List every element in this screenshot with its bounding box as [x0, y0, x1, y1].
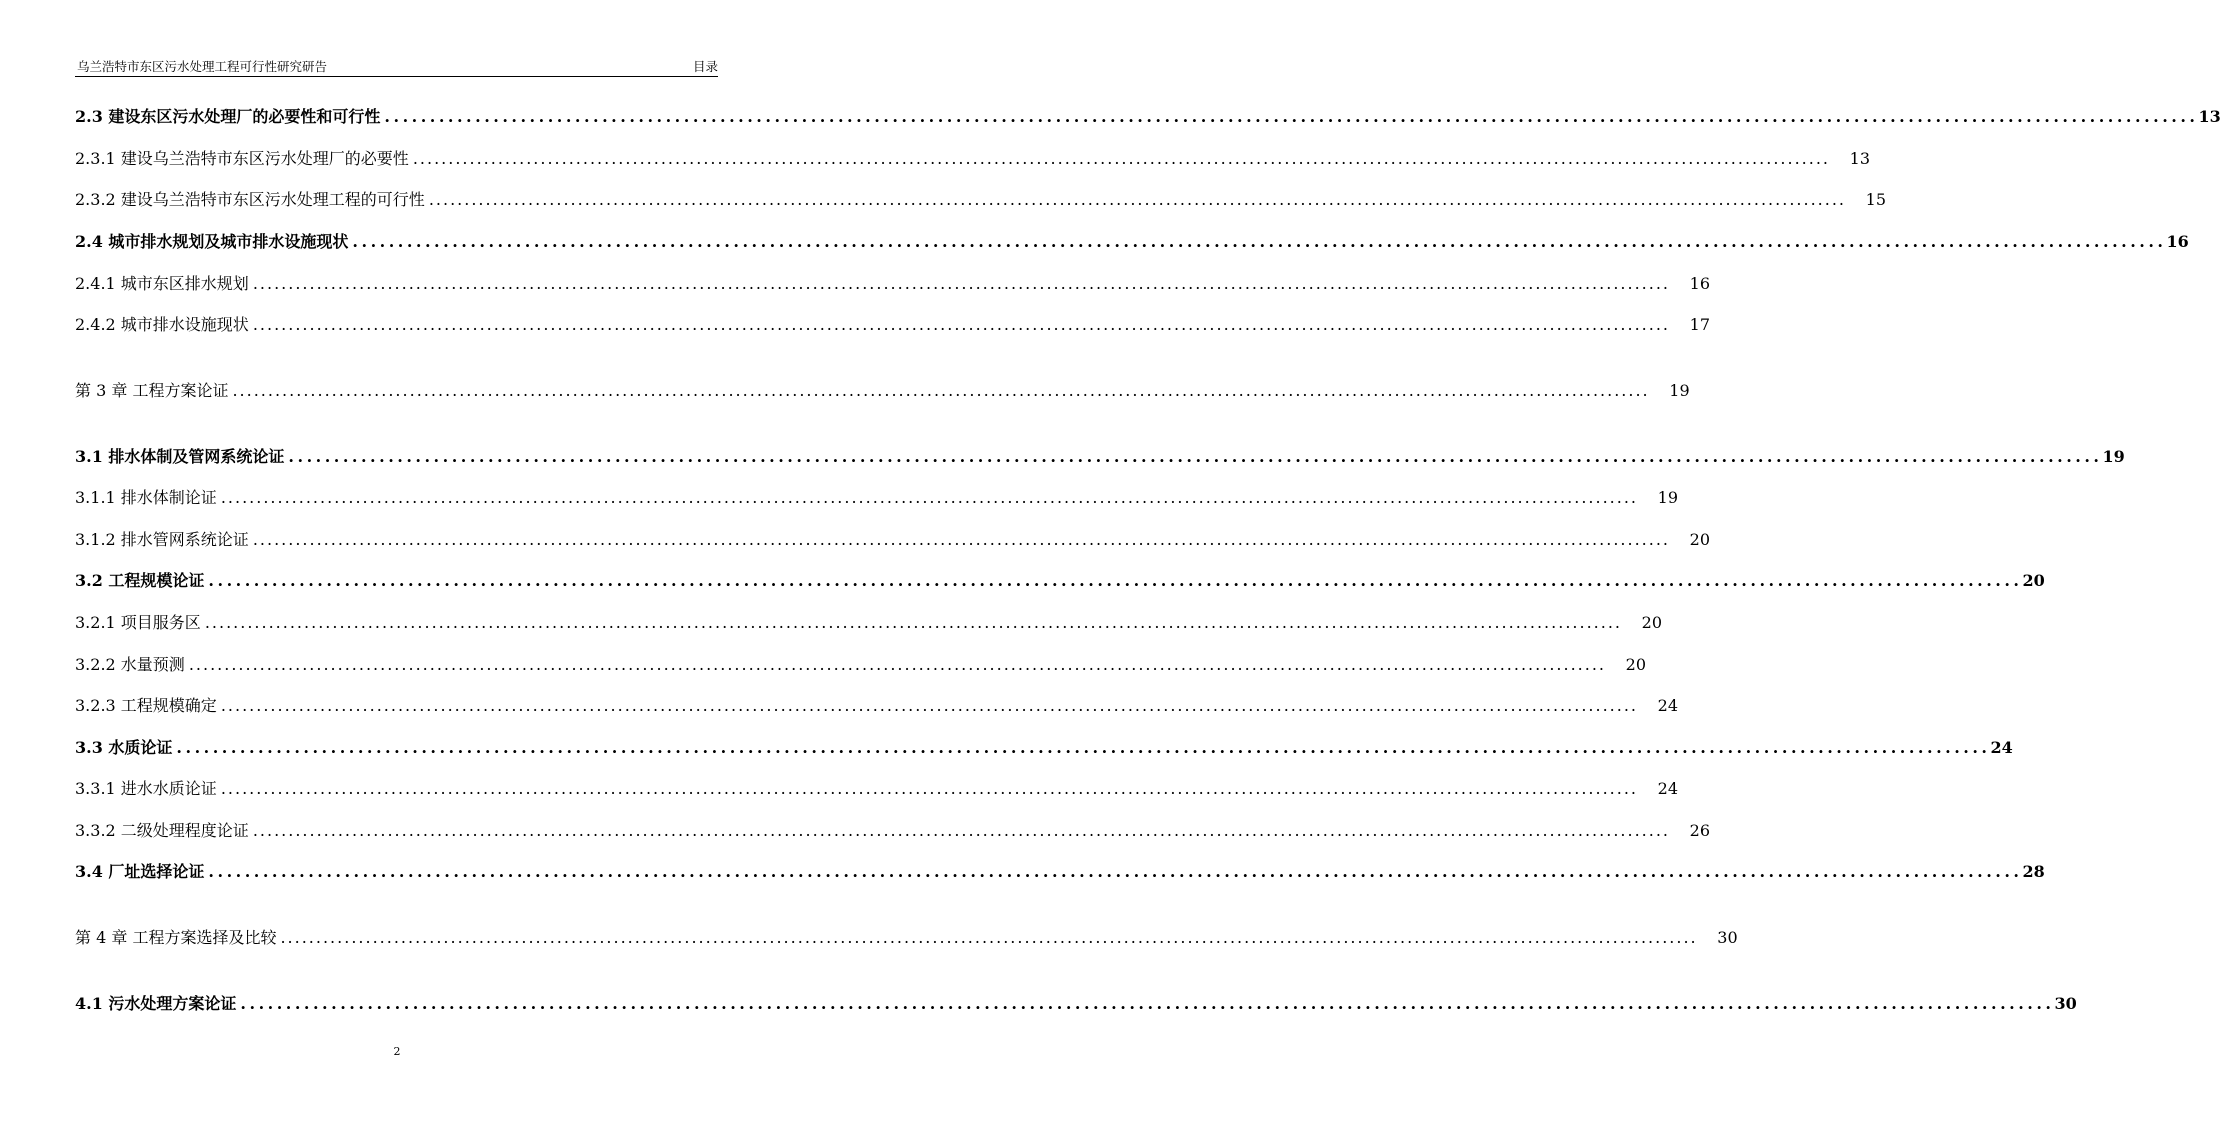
page-number: 2: [393, 1045, 401, 1058]
toc-entry[interactable]: [75, 652, 1646, 678]
toc-entry-page: 15: [1865, 190, 1886, 209]
toc-entry-page: 20: [1689, 530, 1710, 549]
toc-entry[interactable]: [75, 229, 2189, 255]
toc-entry-title: 4.1 污水处理方案论证: [75, 994, 237, 1013]
dot-leader: ........................................................................................................................................................................................................: [428, 190, 1846, 209]
toc-entry-page: 24: [1990, 738, 2013, 757]
toc-entry-page: 16: [2166, 232, 2189, 251]
dot-leader: ........................................................................................................................................................................................................: [252, 274, 1670, 293]
dot-leader: ........................................................................................................................................................................................................: [252, 821, 1670, 840]
toc-entry[interactable]: [75, 312, 1710, 338]
dot-leader: ........................................................................................................................................................................................................: [176, 738, 1991, 757]
dot-leader: ........................................................................................................................................................................................................: [220, 488, 1638, 507]
dot-leader: ........................................................................................................................................................................................................: [240, 994, 2055, 1013]
toc-entry[interactable]: [75, 187, 1886, 213]
toc-entry-page: 20: [1641, 613, 1662, 632]
toc-entry-page: 30: [2054, 994, 2077, 1013]
dot-leader: ........................................................................................................................................................................................................: [252, 530, 1670, 549]
page-header: [75, 52, 718, 77]
dot-leader: ........................................................................................................................................................................................................: [280, 928, 1698, 947]
toc-entry-page: 19: [1657, 488, 1678, 507]
toc-entry[interactable]: [75, 146, 1870, 172]
toc-entry-title: 3.3.2 二级处理程度论证: [75, 821, 249, 840]
toc-entry-title: 3.1.1 排水体制论证: [75, 488, 217, 507]
toc-entry-page: 24: [1657, 779, 1678, 798]
toc-entry-page: 13: [2198, 107, 2221, 126]
toc-entry-title: 3.2.1 项目服务区: [75, 613, 201, 632]
toc-entry[interactable]: [75, 485, 1678, 511]
toc-entry-page: 24: [1657, 696, 1678, 715]
toc-entry[interactable]: [75, 378, 1690, 404]
toc-entry-page: 13: [1849, 149, 1870, 168]
dot-leader: ........................................................................................................................................................................................................: [208, 862, 2023, 881]
dot-leader: ........................................................................................................................................................................................................: [252, 315, 1670, 334]
toc-entry-page: 20: [1625, 655, 1646, 674]
toc-entry-page: 30: [1717, 928, 1738, 947]
toc-entry-title: 3.3 水质论证: [75, 738, 173, 757]
dot-leader: ........................................................................................................................................................................................................: [384, 107, 2199, 126]
toc-entry[interactable]: [75, 859, 2045, 885]
dot-leader: ........................................................................................................................................................................................................: [220, 779, 1638, 798]
toc-entry-page: 19: [2102, 447, 2125, 466]
toc-entry[interactable]: [75, 925, 1738, 951]
dot-leader: ........................................................................................................................................................................................................: [188, 655, 1606, 674]
dot-leader: ........................................................................................................................................................................................................: [412, 149, 1830, 168]
dot-leader: ........................................................................................................................................................................................................: [204, 613, 1622, 632]
toc-entry-title: 3.2.3 工程规模确定: [75, 696, 217, 715]
toc-entry[interactable]: [75, 444, 2125, 470]
header-section-label: 目录: [692, 59, 718, 74]
toc-entry-page: 16: [1689, 274, 1710, 293]
toc-entry-page: 26: [1689, 821, 1710, 840]
toc-entry[interactable]: [75, 693, 1678, 719]
toc-entry-title: 2.3 建设东区污水处理厂的必要性和可行性: [75, 107, 381, 126]
toc-entry-title: 2.3.1 建设乌兰浩特市东区污水处理厂的必要性: [75, 149, 409, 168]
dot-leader: ........................................................................................................................................................................................................: [288, 447, 2103, 466]
toc-entry-page: 17: [1689, 315, 1710, 334]
toc-entry[interactable]: [75, 735, 2013, 761]
toc-entry[interactable]: [75, 271, 1710, 297]
toc-entry-title: 3.3.1 进水水质论证: [75, 779, 217, 798]
toc-entry-title: 3.4 厂址选择论证: [75, 862, 205, 881]
toc-entry[interactable]: [75, 527, 1710, 553]
toc-entry-title: 2.4 城市排水规划及城市排水设施现状: [75, 232, 349, 251]
document-title: 乌兰浩特市东区污水处理工程可行性研究研告: [77, 59, 328, 74]
toc-entry-title: 2.3.2 建设乌兰浩特市东区污水处理工程的可行性: [75, 190, 425, 209]
dot-leader: ........................................................................................................................................................................................................: [208, 571, 2023, 590]
toc-entry-title: 第 4 章 工程方案选择及比较: [75, 928, 277, 947]
dot-leader: ........................................................................................................................................................................................................: [352, 232, 2167, 251]
toc-entry-title: 3.2.2 水量预测: [75, 655, 185, 674]
toc-entry-title: 2.4.2 城市排水设施现状: [75, 315, 249, 334]
dot-leader: ........................................................................................................................................................................................................: [220, 696, 1638, 715]
toc-entry[interactable]: [75, 610, 1662, 636]
toc-entry-page: 28: [2022, 862, 2045, 881]
toc-entry-title: 3.1 排水体制及管网系统论证: [75, 447, 285, 466]
toc-entry-page: 19: [1669, 381, 1690, 400]
toc-entry[interactable]: [75, 818, 1710, 844]
dot-leader: ........................................................................................................................................................................................................: [232, 381, 1650, 400]
toc-entry-title: 3.2 工程规模论证: [75, 571, 205, 590]
toc-entry[interactable]: [75, 104, 2221, 130]
toc-entry-title: 2.4.1 城市东区排水规划: [75, 274, 249, 293]
toc-entry-title: 第 3 章 工程方案论证: [75, 381, 229, 400]
toc-entry-page: 20: [2022, 571, 2045, 590]
toc-entry[interactable]: [75, 991, 2077, 1017]
toc-entry[interactable]: [75, 776, 1678, 802]
toc-entry[interactable]: [75, 568, 2045, 594]
toc-entry-title: 3.1.2 排水管网系统论证: [75, 530, 249, 549]
